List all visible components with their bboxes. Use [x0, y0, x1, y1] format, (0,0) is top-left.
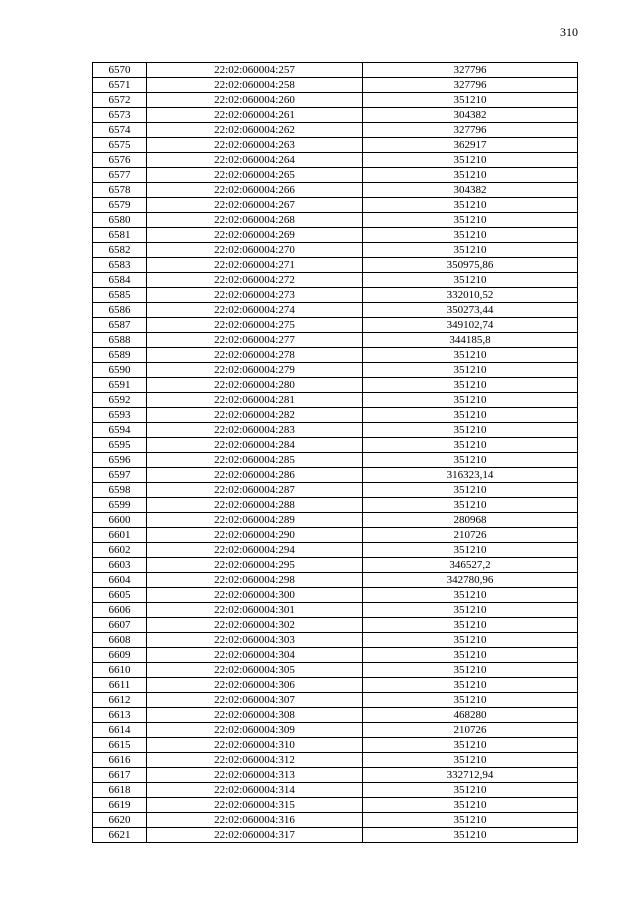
- value-cell: 351210: [363, 798, 578, 813]
- row-number-cell: 6605: [93, 588, 147, 603]
- cadastral-number-cell: 22:02:060004:284: [147, 438, 363, 453]
- row-number-cell: 6596: [93, 453, 147, 468]
- cadastral-number-cell: 22:02:060004:272: [147, 273, 363, 288]
- table-body: [93, 63, 578, 843]
- table-row: [93, 138, 578, 153]
- table-row: [93, 108, 578, 123]
- value-cell: 351210: [363, 603, 578, 618]
- cadastral-number-cell: 22:02:060004:309: [147, 723, 363, 738]
- cadastral-number-cell: 22:02:060004:315: [147, 798, 363, 813]
- value-cell: 350273,44: [363, 303, 578, 318]
- cadastral-number-cell: 22:02:060004:283: [147, 423, 363, 438]
- value-cell: 351210: [363, 378, 578, 393]
- value-cell: 351210: [363, 153, 578, 168]
- row-number-cell: 6611: [93, 678, 147, 693]
- cadastral-number-cell: 22:02:060004:262: [147, 123, 363, 138]
- cadastral-number-cell: 22:02:060004:313: [147, 768, 363, 783]
- table-row: [93, 438, 578, 453]
- row-number-cell: 6583: [93, 258, 147, 273]
- value-cell: 351210: [363, 648, 578, 663]
- cadastral-number-cell: 22:02:060004:260: [147, 93, 363, 108]
- value-cell: 342780,96: [363, 573, 578, 588]
- table-row: [93, 798, 578, 813]
- row-number-cell: 6597: [93, 468, 147, 483]
- table-row: [93, 228, 578, 243]
- row-number-cell: 6593: [93, 408, 147, 423]
- value-cell: 351210: [363, 618, 578, 633]
- cadastral-number-cell: 22:02:060004:271: [147, 258, 363, 273]
- table-row: [93, 633, 578, 648]
- table-row: [93, 663, 578, 678]
- row-number-cell: 6602: [93, 543, 147, 558]
- value-cell: 351210: [363, 348, 578, 363]
- value-cell: 344185,8: [363, 333, 578, 348]
- row-number-cell: 6584: [93, 273, 147, 288]
- row-number-cell: 6591: [93, 378, 147, 393]
- table-row: [93, 63, 578, 78]
- cadastral-number-cell: 22:02:060004:270: [147, 243, 363, 258]
- value-cell: 332712,94: [363, 768, 578, 783]
- table-row: [93, 603, 578, 618]
- table-row: [93, 213, 578, 228]
- table-row: [93, 348, 578, 363]
- row-number-cell: 6620: [93, 813, 147, 828]
- table-row: [93, 273, 578, 288]
- value-cell: 351210: [363, 783, 578, 798]
- row-number-cell: 6576: [93, 153, 147, 168]
- value-cell: 351210: [363, 363, 578, 378]
- value-cell: 351210: [363, 828, 578, 843]
- cadastral-number-cell: 22:02:060004:287: [147, 483, 363, 498]
- cadastral-number-cell: 22:02:060004:298: [147, 573, 363, 588]
- table-row: [93, 558, 578, 573]
- cadastral-number-cell: 22:02:060004:317: [147, 828, 363, 843]
- cadastral-number-cell: 22:02:060004:264: [147, 153, 363, 168]
- value-cell: 351210: [363, 543, 578, 558]
- cadastral-number-cell: 22:02:060004:310: [147, 738, 363, 753]
- value-cell: 210726: [363, 528, 578, 543]
- row-number-cell: 6594: [93, 423, 147, 438]
- value-cell: 332010,52: [363, 288, 578, 303]
- row-number-cell: 6614: [93, 723, 147, 738]
- value-cell: 351210: [363, 498, 578, 513]
- cadastral-number-cell: 22:02:060004:274: [147, 303, 363, 318]
- row-number-cell: 6612: [93, 693, 147, 708]
- table-row: [93, 168, 578, 183]
- cadastral-number-cell: 22:02:060004:304: [147, 648, 363, 663]
- value-cell: 210726: [363, 723, 578, 738]
- value-cell: 351210: [363, 678, 578, 693]
- cadastral-number-cell: 22:02:060004:257: [147, 63, 363, 78]
- row-number-cell: 6592: [93, 393, 147, 408]
- row-number-cell: 6606: [93, 603, 147, 618]
- row-number-cell: 6604: [93, 573, 147, 588]
- row-number-cell: 6590: [93, 363, 147, 378]
- row-number-cell: 6581: [93, 228, 147, 243]
- table-row: [93, 258, 578, 273]
- value-cell: 351210: [363, 633, 578, 648]
- table-row: [93, 828, 578, 843]
- value-cell: 351210: [363, 663, 578, 678]
- value-cell: 280968: [363, 513, 578, 528]
- cadastral-number-cell: 22:02:060004:286: [147, 468, 363, 483]
- cadastral-number-cell: 22:02:060004:308: [147, 708, 363, 723]
- value-cell: 351210: [363, 273, 578, 288]
- row-number-cell: 6599: [93, 498, 147, 513]
- value-cell: 351210: [363, 753, 578, 768]
- row-number-cell: 6601: [93, 528, 147, 543]
- row-number-cell: 6598: [93, 483, 147, 498]
- table-row: [93, 723, 578, 738]
- table-row: [93, 468, 578, 483]
- table-row: [93, 303, 578, 318]
- cadastral-number-cell: 22:02:060004:275: [147, 318, 363, 333]
- table-row: [93, 78, 578, 93]
- row-number-cell: 6608: [93, 633, 147, 648]
- cadastral-number-cell: 22:02:060004:265: [147, 168, 363, 183]
- value-cell: 349102,74: [363, 318, 578, 333]
- row-number-cell: 6619: [93, 798, 147, 813]
- value-cell: 316323,14: [363, 468, 578, 483]
- table-row: [93, 648, 578, 663]
- value-cell: 351210: [363, 693, 578, 708]
- cadastral-number-cell: 22:02:060004:302: [147, 618, 363, 633]
- row-number-cell: 6572: [93, 93, 147, 108]
- row-number-cell: 6570: [93, 63, 147, 78]
- row-number-cell: 6613: [93, 708, 147, 723]
- row-number-cell: 6586: [93, 303, 147, 318]
- table-row: [93, 753, 578, 768]
- row-number-cell: 6587: [93, 318, 147, 333]
- value-cell: 351210: [363, 228, 578, 243]
- table-row: [93, 333, 578, 348]
- row-number-cell: 6575: [93, 138, 147, 153]
- value-cell: 351210: [363, 813, 578, 828]
- value-cell: 304382: [363, 108, 578, 123]
- cadastral-number-cell: 22:02:060004:278: [147, 348, 363, 363]
- table-row: [93, 153, 578, 168]
- cadastral-number-cell: 22:02:060004:305: [147, 663, 363, 678]
- value-cell: 351210: [363, 738, 578, 753]
- table-row: [93, 708, 578, 723]
- value-cell: 351210: [363, 588, 578, 603]
- row-number-cell: 6621: [93, 828, 147, 843]
- value-cell: 351210: [363, 393, 578, 408]
- value-cell: 304382: [363, 183, 578, 198]
- cadastral-number-cell: 22:02:060004:288: [147, 498, 363, 513]
- table-row: [93, 768, 578, 783]
- value-cell: 327796: [363, 63, 578, 78]
- value-cell: 346527,2: [363, 558, 578, 573]
- value-cell: 351210: [363, 168, 578, 183]
- cadastral-number-cell: 22:02:060004:301: [147, 603, 363, 618]
- cadastral-number-cell: 22:02:060004:316: [147, 813, 363, 828]
- value-cell: 327796: [363, 78, 578, 93]
- value-cell: 351210: [363, 198, 578, 213]
- page-number: 310: [560, 25, 578, 39]
- row-number-cell: 6589: [93, 348, 147, 363]
- cadastral-number-cell: 22:02:060004:273: [147, 288, 363, 303]
- table-row: [93, 123, 578, 138]
- row-number-cell: 6582: [93, 243, 147, 258]
- row-number-cell: 6607: [93, 618, 147, 633]
- cadastral-number-cell: 22:02:060004:266: [147, 183, 363, 198]
- table-row: [93, 618, 578, 633]
- value-cell: 351210: [363, 438, 578, 453]
- value-cell: 327796: [363, 123, 578, 138]
- table-row: [93, 393, 578, 408]
- value-cell: 351210: [363, 453, 578, 468]
- table-row: [93, 408, 578, 423]
- cadastral-number-cell: 22:02:060004:280: [147, 378, 363, 393]
- value-cell: 351210: [363, 213, 578, 228]
- value-cell: 362917: [363, 138, 578, 153]
- value-cell: 351210: [363, 483, 578, 498]
- table-row: [93, 483, 578, 498]
- table-row: [93, 498, 578, 513]
- value-cell: 351210: [363, 408, 578, 423]
- row-number-cell: 6610: [93, 663, 147, 678]
- table-row: [93, 528, 578, 543]
- table-row: [93, 243, 578, 258]
- row-number-cell: 6617: [93, 768, 147, 783]
- row-number-cell: 6600: [93, 513, 147, 528]
- cadastral-number-cell: 22:02:060004:269: [147, 228, 363, 243]
- cadastral-number-cell: 22:02:060004:307: [147, 693, 363, 708]
- row-number-cell: 6588: [93, 333, 147, 348]
- cadastral-number-cell: 22:02:060004:268: [147, 213, 363, 228]
- cadastral-number-cell: 22:02:060004:294: [147, 543, 363, 558]
- table-row: [93, 588, 578, 603]
- cadastral-number-cell: 22:02:060004:263: [147, 138, 363, 153]
- cadastral-number-cell: 22:02:060004:295: [147, 558, 363, 573]
- cadastral-number-cell: 22:02:060004:282: [147, 408, 363, 423]
- row-number-cell: 6603: [93, 558, 147, 573]
- cadastral-number-cell: 22:02:060004:314: [147, 783, 363, 798]
- value-cell: 468280: [363, 708, 578, 723]
- cadastral-number-cell: 22:02:060004:312: [147, 753, 363, 768]
- cadastral-number-cell: 22:02:060004:285: [147, 453, 363, 468]
- cadastral-number-cell: 22:02:060004:279: [147, 363, 363, 378]
- table-row: [93, 678, 578, 693]
- value-cell: 350975,86: [363, 258, 578, 273]
- row-number-cell: 6609: [93, 648, 147, 663]
- row-number-cell: 6571: [93, 78, 147, 93]
- table-row: [93, 183, 578, 198]
- table-row: [93, 693, 578, 708]
- cadastral-number-cell: 22:02:060004:281: [147, 393, 363, 408]
- row-number-cell: 6595: [93, 438, 147, 453]
- row-number-cell: 6577: [93, 168, 147, 183]
- table-row: [93, 198, 578, 213]
- cadastral-number-cell: 22:02:060004:258: [147, 78, 363, 93]
- table-row: [93, 93, 578, 108]
- table-row: [93, 513, 578, 528]
- cadastral-number-cell: 22:02:060004:261: [147, 108, 363, 123]
- cadastral-number-cell: 22:02:060004:300: [147, 588, 363, 603]
- value-cell: 351210: [363, 93, 578, 108]
- table-row: [93, 453, 578, 468]
- row-number-cell: 6615: [93, 738, 147, 753]
- table-row: [93, 783, 578, 798]
- cadastral-number-cell: 22:02:060004:306: [147, 678, 363, 693]
- table-row: [93, 573, 578, 588]
- cadastral-number-cell: 22:02:060004:289: [147, 513, 363, 528]
- cadastral-number-cell: 22:02:060004:303: [147, 633, 363, 648]
- table-row: [93, 813, 578, 828]
- table-row: [93, 543, 578, 558]
- row-number-cell: 6616: [93, 753, 147, 768]
- cadastral-value-table: [92, 62, 578, 843]
- row-number-cell: 6578: [93, 183, 147, 198]
- cadastral-number-cell: 22:02:060004:277: [147, 333, 363, 348]
- cadastral-number-cell: 22:02:060004:267: [147, 198, 363, 213]
- row-number-cell: 6618: [93, 783, 147, 798]
- row-number-cell: 6579: [93, 198, 147, 213]
- table-row: [93, 738, 578, 753]
- value-cell: 351210: [363, 243, 578, 258]
- row-number-cell: 6574: [93, 123, 147, 138]
- table-row: [93, 318, 578, 333]
- cadastral-number-cell: 22:02:060004:290: [147, 528, 363, 543]
- row-number-cell: 6585: [93, 288, 147, 303]
- table-row: [93, 363, 578, 378]
- table-row: [93, 288, 578, 303]
- row-number-cell: 6580: [93, 213, 147, 228]
- table-row: [93, 423, 578, 438]
- value-cell: 351210: [363, 423, 578, 438]
- row-number-cell: 6573: [93, 108, 147, 123]
- table-row: [93, 378, 578, 393]
